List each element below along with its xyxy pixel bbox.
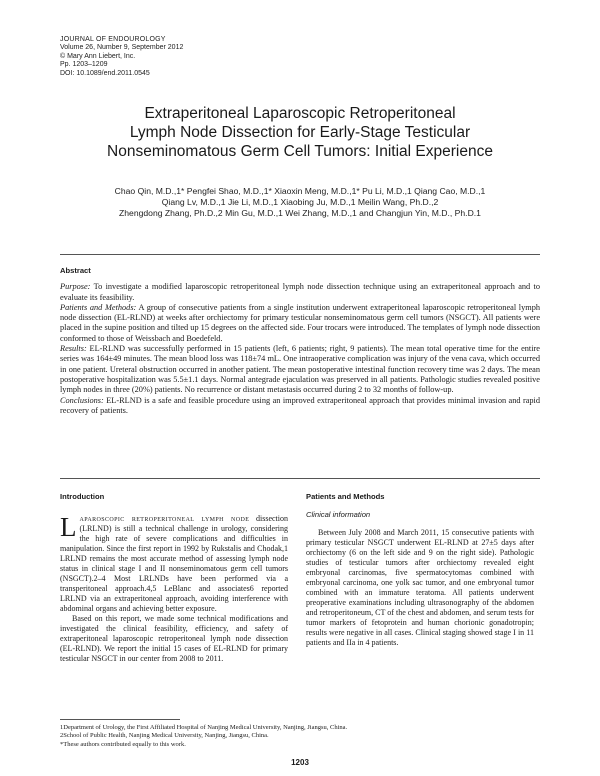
methods-text: A group of consecutive patients from a single institution underwent extraperitoneal laparoscopic retroperitoneal lymph node dissection (EL-RLND) at weeks after orchiectomy for primary testicular nonseminomatous germ cell tumors (NSGCT). All patients were placed in the supine position and tilted up 15 degrees on the affected side. Four trocars were introduced. The templates of lymph node dissection conformed to those of Weissbach and Boedefeld. [60, 302, 540, 343]
abstract-methods [60, 303, 540, 344]
abstract-heading: Abstract [60, 266, 91, 275]
abstract-conclusions [60, 396, 540, 417]
journal-pages: Pp. 1203–1209 [60, 61, 108, 69]
conclusions-text: EL-RLND is a safe and feasible procedure using an improved extraperitoneal approach that provides minimal invasion and rapid recovery of patients. [60, 395, 540, 415]
methods-label: Patients and Methods: [60, 302, 137, 312]
footnote-3: *These authors contributed equally to this work. [60, 740, 186, 748]
introduction-heading: Introduction [60, 492, 105, 501]
abstract-purpose [60, 282, 540, 303]
abstract-block [60, 266, 540, 416]
introduction-column [60, 492, 288, 664]
abstract-bottom-rule [60, 478, 540, 479]
abstract-top-rule [60, 254, 540, 255]
journal-volume: Volume 26, Number 9, September 2012 [60, 44, 184, 52]
intro-text-1: dissection (LRLND) is still a technical challenge in urology, considering the high rate of severe complications and difficulties in manipulation. Since the first report in 1992 by Rukstalis and Chodak,1 LRLND remains the most accurate method of assessing lymph node status in clinical stage I and II nonseminomatous germ cell tumors (NSGCT).2–4 Most LRLNDs have been performed via a transperitoneal approach.4,5 LeBlanc and associates6 reported LRLND via an extraperitoneal approach, avoiding interference with abdominal organs and achieving better exposure. [60, 514, 288, 613]
page-number: 1203 [291, 758, 309, 767]
paper-title [60, 104, 540, 161]
conclusions-label: Conclusions: [60, 395, 104, 405]
journal-copyright: © Mary Ann Liebert, Inc. [60, 52, 136, 60]
results-label: Results: [60, 344, 87, 354]
purpose-text: To investigate a modified laparoscopic retroperitoneal lymph node dissection technique using an extraperitoneal approach and to evaluate its feasibility. [60, 282, 540, 302]
authors-line-1: Chao Qin, M.D.,1* Pengfei Shao, M.D.,1* Xiaoxin Meng, M.D.,1* Pu Li, M.D.,1 Qiang Cao, M.D.,1 [114, 186, 486, 196]
authors-line-3: Zhengdong Zhang, Ph.D.,2 Min Gu, M.D.,1 Wei Zhang, M.D.,1 and Changjun Yin, M.D., Ph.D.1 [119, 208, 481, 218]
results-text: EL-RLND was successfully performed in 15 patients (left, 6 patients; right, 9 patients). The mean total operative time for the entire series was 164±49 minutes. The mean blood loss was 118±74 mL. One intraoperative complication was injury of the vena cava, which occurred in one patient. Ureteral obstruction occurred in another patient. The mean postoperative intestinal function recovery time was 2 days. The mean postoperative hospitalization was 5.5±1.1 days. Normal antegrade ejaculation was preserved in all patients. Pathologic studies revealed positive lymph nodes in three (20%) patients. No recurrence or distant metastasis occurred during 2 to 32 months of follow-up. [60, 344, 540, 395]
footnote-2: 2School of Public Health, Nanjing Medical University, Nanjing, Jiangsu, China. [60, 732, 269, 740]
journal-doi: DOI: 10.1089/end.2011.0545 [60, 69, 150, 77]
author-list [60, 186, 540, 219]
intro-paragraph-2: Based on this report, we made some technical modifications and investigated the clinical feasibility, efficiency, and safety of extraperitoneal laparoscopic retroperitoneal lymph node dissection (EL-RLND). We report the initial 15 cases of EL-RLND for primary testicular NSGCT in our center from 2008 to 2011. [60, 614, 288, 663]
footnote-1: 1Department of Urology, the First Affiliated Hospital of Nanjing Medical University, Nanjing, Jiangsu, China. [60, 724, 348, 731]
methods-paragraph-1: Between July 2008 and March 2011, 15 consecutive patients with primary testicular NSGCT underwent EL-RLND at 27±5 days after orchiectomy (6 on the left side and 9 on the right side). Pathologic studies of testicular tumors after orchiectomy revealed eight embryonal carcinomas, five spermatocytomas combined with embryonal carcinoma, one yolk sac tumor, and one embryonal tumor combined with an immature teratoma. All patients underwent preoperative examinations including ultrasonography of the abdomen and retroperitoneum, CT of the chest and abdomen, and serum tests for tumor markers of fetoprotein and human chorionic gonadotropin; results were negative in all cases. Clinical staging showed stage I in 11 patients and IIa in 4 patients. [306, 528, 534, 647]
clinical-information-subheading: Clinical information [306, 510, 371, 519]
title-line-3: Nonseminomatous Germ Cell Tumors: Initial Experience [107, 143, 493, 160]
journal-name: JOURNAL OF ENDOUROLOGY [60, 36, 166, 43]
title-line-2: Lymph Node Dissection for Early-Stage Testicular [129, 124, 471, 141]
affiliation-footnotes [60, 724, 540, 749]
methods-heading: Patients and Methods [306, 492, 385, 501]
purpose-label: Purpose: [60, 282, 91, 292]
methods-column [306, 492, 534, 648]
drop-cap: L [60, 512, 77, 542]
authors-line-2: Qiang Lv, M.D.,1 Jie Li, M.D.,1 Xiaobing Ju, M.D.,1 Meilin Wang, Ph.D.,2 [161, 197, 439, 207]
intro-paragraph-1 [60, 514, 288, 614]
abstract-results [60, 344, 540, 395]
footnote-rule [60, 719, 180, 720]
intro-smallcaps-lead: aparoscopic retroperitoneal lymph node [79, 514, 250, 523]
title-line-1: Extraperitoneal Laparoscopic Retroperitoneal [144, 105, 456, 122]
journal-header [60, 36, 183, 78]
